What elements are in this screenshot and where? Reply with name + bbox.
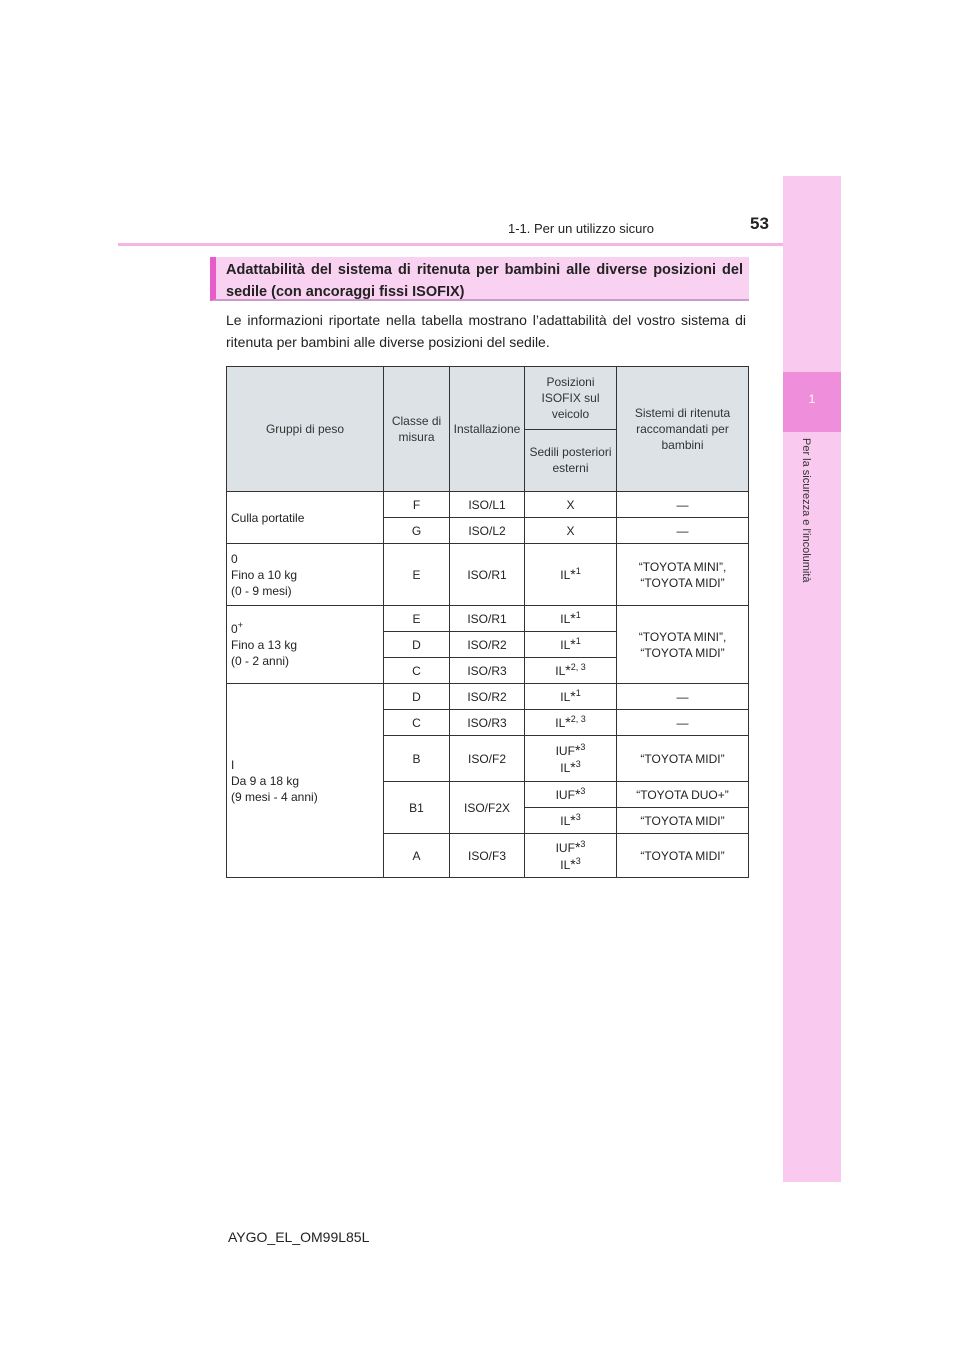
seat-code: IL [555, 664, 566, 678]
size-class-cell: G [384, 518, 450, 544]
isofix-suitability-table [226, 366, 749, 878]
group-weight: Fino a 10 kg [231, 567, 298, 582]
seat-code: IL [560, 690, 571, 704]
footnote-star: * [570, 758, 576, 775]
group-label: Culla portatile [227, 492, 384, 544]
header-rear-seats: Sedili posteriori esterni [525, 429, 617, 492]
recommended-cell: “TOYOTA MIDI” [617, 736, 749, 782]
size-class-cell: A [384, 834, 450, 878]
footnote-star: * [570, 610, 576, 626]
footnote-ref: 3 [575, 812, 581, 822]
size-class-cell: D [384, 632, 450, 658]
footnote-ref: 3 [575, 855, 581, 866]
group-name-sup: + [237, 619, 243, 630]
installation-cell: ISO/L2 [450, 518, 525, 544]
seat-code: IUF [555, 788, 575, 802]
footnote-ref: 3 [580, 838, 586, 849]
installation-cell: ISO/R1 [450, 544, 525, 606]
document-code: AYGO_EL_OM99L85L [228, 1229, 370, 1245]
footnote-star: * [574, 838, 581, 855]
installation-cell: ISO/F3 [450, 834, 525, 878]
group-name: I [231, 757, 235, 772]
header-weight-group: Gruppi di peso [227, 367, 384, 492]
seat-code: IL [555, 716, 566, 730]
size-class-cell: B [384, 736, 450, 782]
intro-paragraph: Le informazioni riportate nella tabella mostrano l’adattabilità del vostro sistema di ritenuta per bambini alle diverse posizioni del sedile. [226, 312, 746, 350]
recommended-cell: — [617, 518, 749, 544]
footnote-ref: 3 [575, 758, 581, 769]
chapter-number: 1 [808, 392, 816, 406]
group-weight: Da 9 a 18 kg [231, 773, 300, 788]
group-age: (9 mesi - 4 anni) [231, 789, 318, 804]
seat-code: IL [560, 638, 571, 652]
recommended-cell: “TOYOTA MINI”, “TOYOTA MIDI” [617, 544, 749, 606]
size-class-cell: F [384, 492, 450, 518]
page-number: 53 [750, 214, 769, 233]
footnote-star: * [570, 812, 576, 828]
footnote-star: * [570, 566, 576, 582]
group-name: 0 [231, 551, 238, 566]
table-header-row [227, 367, 749, 430]
installation-cell: ISO/R2 [450, 684, 525, 710]
size-class-cell: E [384, 544, 450, 606]
group-age: (0 - 9 mesi) [231, 583, 292, 598]
seat-cell: X [525, 492, 617, 518]
recommended-cell: “TOYOTA DUO+” [617, 782, 749, 808]
seat-cell: X [525, 518, 617, 544]
footnote-star: * [570, 855, 576, 872]
seat-cell [525, 710, 617, 736]
table-row [227, 606, 749, 632]
recommended-cell: “TOYOTA MIDI” [617, 808, 749, 834]
header-recommended: Sistemi di ritenuta raccomandati per bambini [617, 367, 749, 492]
table-row [227, 544, 749, 606]
footnote-star: * [574, 786, 581, 802]
seat-code: IL [560, 568, 571, 582]
footnote-ref: 3 [580, 786, 586, 796]
footnote-ref: 3 [580, 741, 586, 752]
recommended-cell: “TOYOTA MIDI” [617, 834, 749, 878]
header-rule [118, 243, 841, 246]
footnote-ref: 2, 3 [570, 714, 586, 724]
recommended-cell: “TOYOTA MINI”, “TOYOTA MIDI” [617, 606, 749, 684]
footnote-ref: 2, 3 [570, 662, 586, 672]
footnote-star: * [565, 714, 571, 730]
seat-cell [525, 632, 617, 658]
seat-code: IL [560, 857, 571, 872]
recommended-cell: — [617, 710, 749, 736]
seat-cell [525, 684, 617, 710]
size-class-cell: B1 [384, 782, 450, 834]
installation-cell: ISO/F2X [450, 782, 525, 834]
installation-cell: ISO/F2 [450, 736, 525, 782]
footnote-star: * [570, 636, 576, 652]
chapter-title: Per la sicurezza e l'incolumità [800, 438, 812, 583]
size-class-cell: E [384, 606, 450, 632]
footnote-ref: 1 [575, 636, 581, 646]
footnote-ref: 1 [575, 566, 581, 576]
section-heading: Adattabilità del sistema di ritenuta per bambini alle diverse posizioni del sedile (con ancoraggi fissi ISOFIX) [210, 257, 749, 301]
seat-code: IL [560, 814, 571, 828]
size-class-cell: C [384, 658, 450, 684]
footnote-ref: 1 [575, 688, 581, 698]
size-class-cell: D [384, 684, 450, 710]
installation-cell: ISO/R1 [450, 606, 525, 632]
seat-code: IUF [555, 743, 575, 758]
header-installation: Installazione [450, 367, 525, 492]
chapter-side-tab [783, 176, 841, 1182]
footnote-star: * [570, 688, 576, 704]
header-section-title: 1-1. Per un utilizzo sicuro [508, 221, 654, 236]
footnote-star: * [574, 741, 581, 758]
recommended-cell: — [617, 684, 749, 710]
size-class-cell: C [384, 710, 450, 736]
seat-code: IL [560, 760, 571, 775]
table-row [227, 492, 749, 518]
group-age: (0 - 2 anni) [231, 653, 290, 668]
table-row [227, 684, 749, 710]
installation-cell: ISO/R2 [450, 632, 525, 658]
group-label [227, 606, 384, 684]
seat-code: IUF [555, 840, 575, 855]
group-label [227, 684, 384, 878]
footnote-ref: 1 [575, 610, 581, 620]
seat-cell [525, 736, 617, 782]
header-isofix-positions: Posizioni ISOFIX sul veicolo [525, 367, 617, 430]
seat-cell [525, 658, 617, 684]
installation-cell: ISO/R3 [450, 658, 525, 684]
seat-cell [525, 606, 617, 632]
seat-code: IL [560, 612, 571, 626]
seat-cell [525, 808, 617, 834]
installation-cell: ISO/R3 [450, 710, 525, 736]
group-label [227, 544, 384, 606]
footnote-star: * [565, 662, 571, 678]
seat-cell [525, 544, 617, 606]
recommended-cell: — [617, 492, 749, 518]
group-weight: Fino a 13 kg [231, 637, 298, 652]
installation-cell: ISO/L1 [450, 492, 525, 518]
group-name: 0 [231, 621, 238, 636]
seat-cell [525, 834, 617, 878]
seat-cell [525, 782, 617, 808]
header-size-class: Classe di misura [384, 367, 450, 492]
